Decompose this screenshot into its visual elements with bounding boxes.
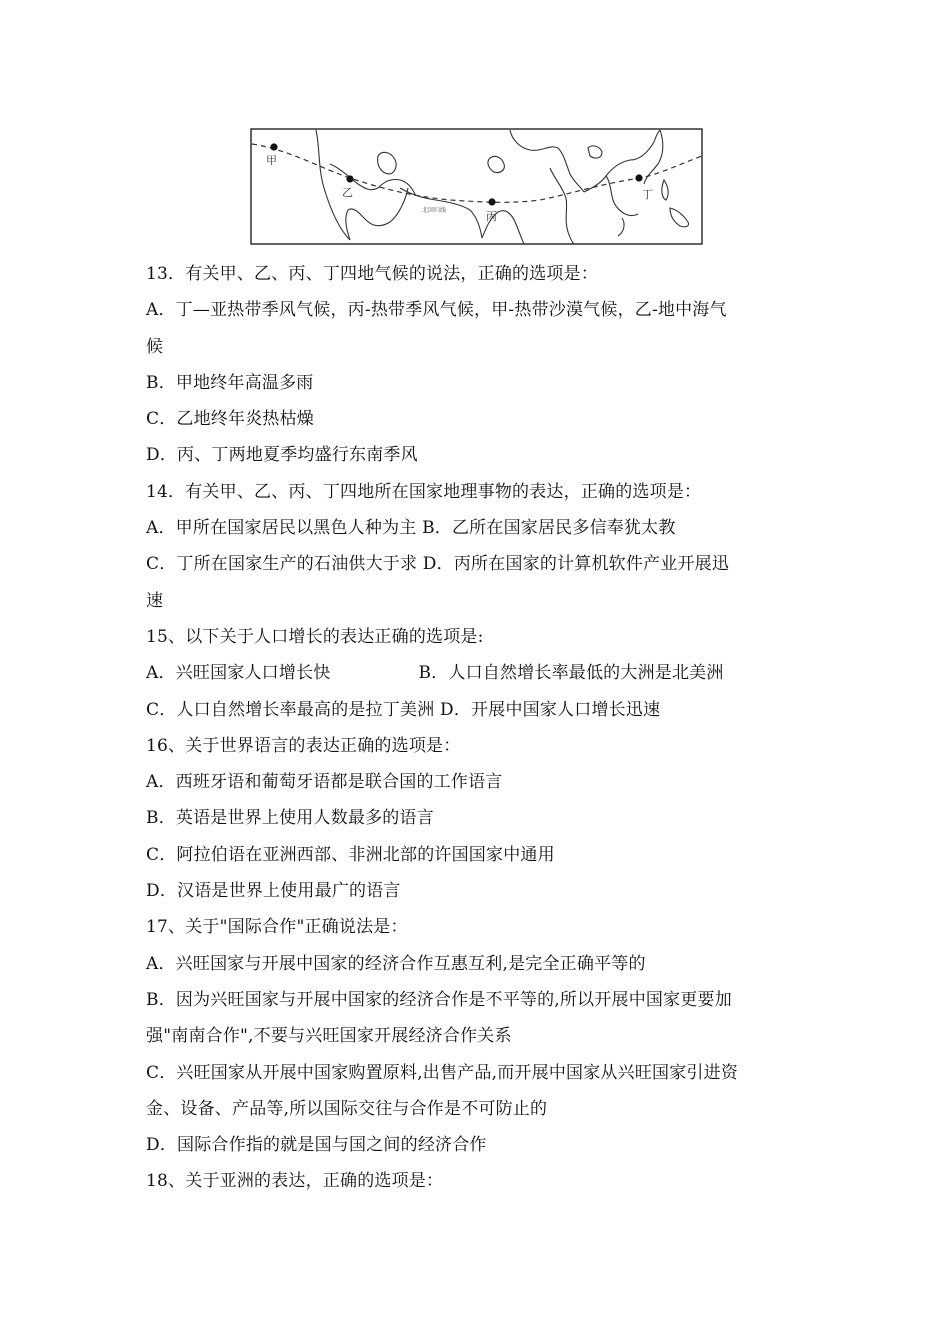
point-ding — [635, 174, 642, 181]
point-yi — [346, 175, 353, 182]
q17-stem: 17、关于"国际合作"正确说法是： — [146, 917, 408, 938]
q13-option-line: A．丁—亚热带季风气候，丙-热带季风气候，甲-热带沙漠气候，乙-地中海气 — [146, 300, 727, 321]
label-yi: 乙 — [342, 186, 353, 199]
q14-option-line: A．甲所在国家居民以黑色人种为主 B．乙所在国家居民多信奉犹太教 — [146, 518, 676, 539]
q13-option-line: D．丙、丁两地夏季均盛行东南季风 — [146, 445, 418, 466]
q15-option-a: A．兴旺国家人口增长快 — [146, 663, 331, 684]
point-bing — [488, 198, 495, 205]
world-map-figure — [250, 128, 703, 245]
question-text-block — [146, 256, 806, 1200]
q18-stem: 18、关于亚洲的表达，正确的选项是： — [146, 1171, 444, 1192]
q15-stem: 15、以下关于人口增长的表达正确的选项是: — [146, 626, 484, 647]
q16-option-line: B．英语是世界上使用人数最多的语言 — [146, 808, 434, 829]
q16-option-line: A．西班牙语和葡萄牙语都是联合国的工作语言 — [146, 772, 503, 793]
q17-option-line: B．因为兴旺国家与开展中国家的经济合作是不平等的,所以开展中国家更要加 — [146, 989, 732, 1010]
q13-option-line: B．甲地终年高温多雨 — [146, 372, 314, 393]
q17-option-line: C．兴旺国家从开展中国家购置原料,出售产品,而开展中国家从兴旺国家引进资 — [146, 1062, 739, 1083]
label-jia: 甲 — [266, 154, 277, 167]
q14-option-line: 速 — [146, 590, 164, 611]
label-ding: 丁 — [642, 188, 653, 201]
q13-stem: 13．有关甲、乙、丙、丁四地气候的说法，正确的选项是： — [146, 264, 599, 284]
label-tropic: 北回归线 — [422, 207, 447, 214]
q14-option-line: C．丁所在国家生产的石油供大于求 D．丙所在国家的计算机软件产业开展迅 — [146, 554, 730, 575]
q14-stem: 14．有关甲、乙、丙、丁四地所在国家地理事物的表达，正确的选项是： — [146, 481, 702, 502]
q13-option-line: 候 — [146, 336, 164, 357]
q17-option-line: A．兴旺国家与开展中国家的经济合作互惠互利,是完全正确平等的 — [146, 953, 646, 974]
label-bing: 丙 — [486, 210, 497, 223]
q15-option-line: C．人口自然增长率最高的是拉丁美洲 D．开展中国家人口增长迅速 — [146, 699, 661, 720]
q16-stem: 16、关于世界语言的表达正确的选项是： — [146, 735, 461, 756]
q17-option-line: 强"南南合作",不要与兴旺国家开展经济合作关系 — [146, 1026, 512, 1047]
q17-option-line: 金、设备、产品等,所以国际交往与合作是不可防止的 — [146, 1098, 548, 1119]
q13-option-line: C．乙地终年炎热枯燥 — [146, 409, 315, 430]
q15-option-line — [146, 655, 806, 691]
q16-option-line: D．汉语是世界上使用最广的语言 — [146, 881, 401, 902]
q17-option-line: D．国际合作指的就是国与国之间的经济合作 — [146, 1135, 487, 1156]
q15-option-b: B．人口自然增长率最低的大洲是北美洲 — [418, 663, 724, 684]
point-jia — [270, 143, 277, 150]
q16-option-line: C．阿拉伯语在亚洲西部、非洲北部的许国国家中通用 — [146, 844, 555, 865]
map-svg — [250, 128, 703, 245]
